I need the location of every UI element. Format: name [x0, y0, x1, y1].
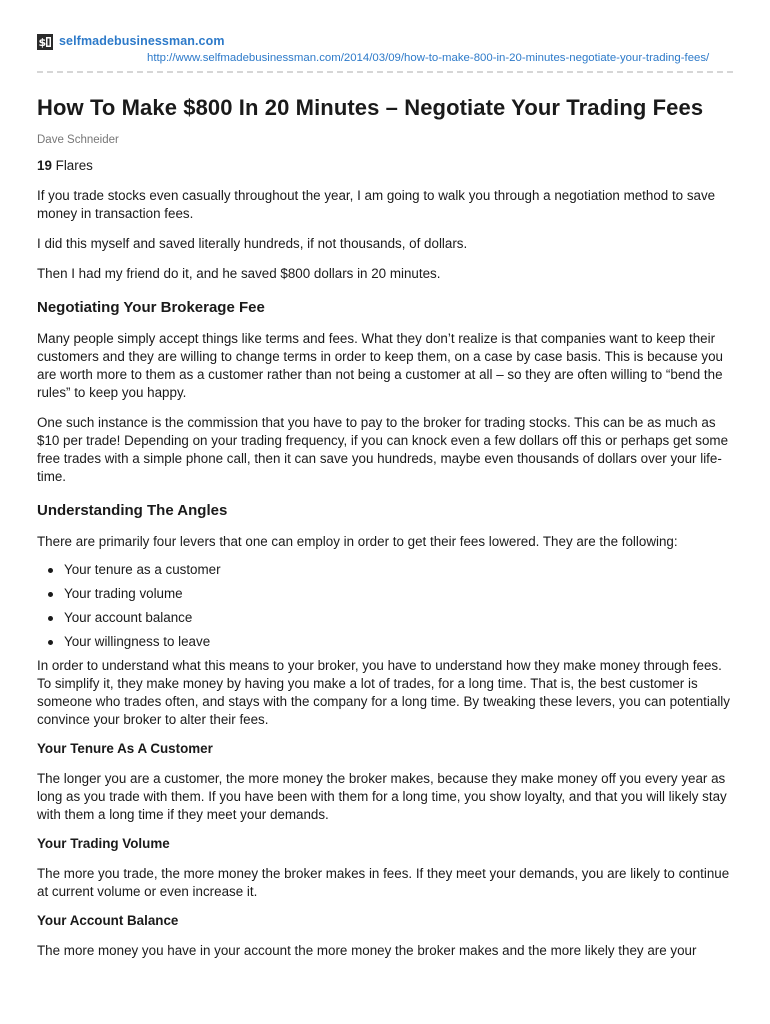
list-item: Your trading volume	[37, 585, 733, 603]
body-paragraph: The longer you are a customer, the more money the broker makes, because they make money off you every year as long as you trade with them. If you have been with them for a long time, you show loyalty, and that you will likely stay with them a long time if they meet your demands.	[37, 771, 727, 822]
body-paragraph: Many people simply accept things like terms and fees. What they don’t realize is that companies want to keep their customers and they are willing to change terms in order to keep them, on a case by case basis. This is because you are worth more to them as a customer rather than not being a customer at all – so they are often willing to “bend the rules” to keep you happy.	[37, 331, 724, 400]
flares-counter	[37, 157, 733, 175]
intro-paragraph: I did this myself and saved literally hundreds, if not thousands, of dollars.	[37, 236, 468, 251]
article-url-link[interactable]: http://www.selfmadebusinessman.com/2014/03/09/how-to-make-800-in-20-minutes-negotiate-your-trading-fees/	[147, 52, 710, 64]
body-paragraph: The more money you have in your account the more money the broker makes and the more likely they are your	[37, 943, 697, 958]
intro-paragraph: If you trade stocks even casually throughout the year, I am going to walk you through a negotiation method to save money in transaction fees.	[37, 188, 716, 221]
article-author: Dave Schneider	[37, 134, 119, 146]
list-item: Your tenure as a customer	[37, 561, 733, 579]
site-name-link[interactable]: selfmadebusinessman.com	[59, 34, 225, 48]
subheading-trading-volume: Your Trading Volume	[37, 836, 170, 851]
header-divider	[37, 71, 733, 73]
flares-label: Flares	[55, 158, 93, 173]
body-paragraph: In order to understand what this means to your broker, you have to understand how they make money through fees. To simplify it, they make money by having you make a lot of trades, for a long time. That is, the best customer is someone who trades often, and stays with the company for a long time. By tweaking these levers, you can potentially convince your broker to alter their fees.	[37, 658, 730, 727]
subheading-tenure: Your Tenure As A Customer	[37, 741, 213, 756]
article-title: How To Make $800 In 20 Minutes – Negotiate Your Trading Fees	[37, 95, 704, 120]
body-paragraph: There are primarily four levers that one can employ in order to get their fees lowered. They are the following:	[37, 534, 678, 549]
list-item: Your willingness to leave	[37, 633, 733, 651]
list-item: Your account balance	[37, 609, 733, 627]
body-paragraph: The more you trade, the more money the broker makes in fees. If they meet your demands, you are likely to continue at current volume or even increase it.	[37, 866, 730, 899]
section-heading-negotiating: Negotiating Your Brokerage Fee	[37, 299, 265, 316]
subheading-account-balance: Your Account Balance	[37, 913, 179, 928]
svg-text:$: $	[38, 36, 47, 49]
levers-list	[37, 561, 733, 651]
flares-count: 19	[37, 158, 52, 173]
intro-paragraph: Then I had my friend do it, and he saved $800 dollars in 20 minutes.	[37, 266, 441, 281]
sb-logo-icon	[37, 34, 53, 50]
body-paragraph: One such instance is the commission that you have to pay to the broker for trading stocks. This can be as much as $10 per trade! Depending on your trading frequency, if you can knock even a few dollars off this or perhaps get some free trades with a simple phone call, then it can save you hundreds, maybe even thousands of dollars over your life-time.	[37, 415, 729, 484]
site-header	[37, 0, 733, 76]
section-heading-angles: Understanding The Angles	[37, 502, 228, 519]
sb-logo-icon-graphic	[37, 34, 53, 50]
